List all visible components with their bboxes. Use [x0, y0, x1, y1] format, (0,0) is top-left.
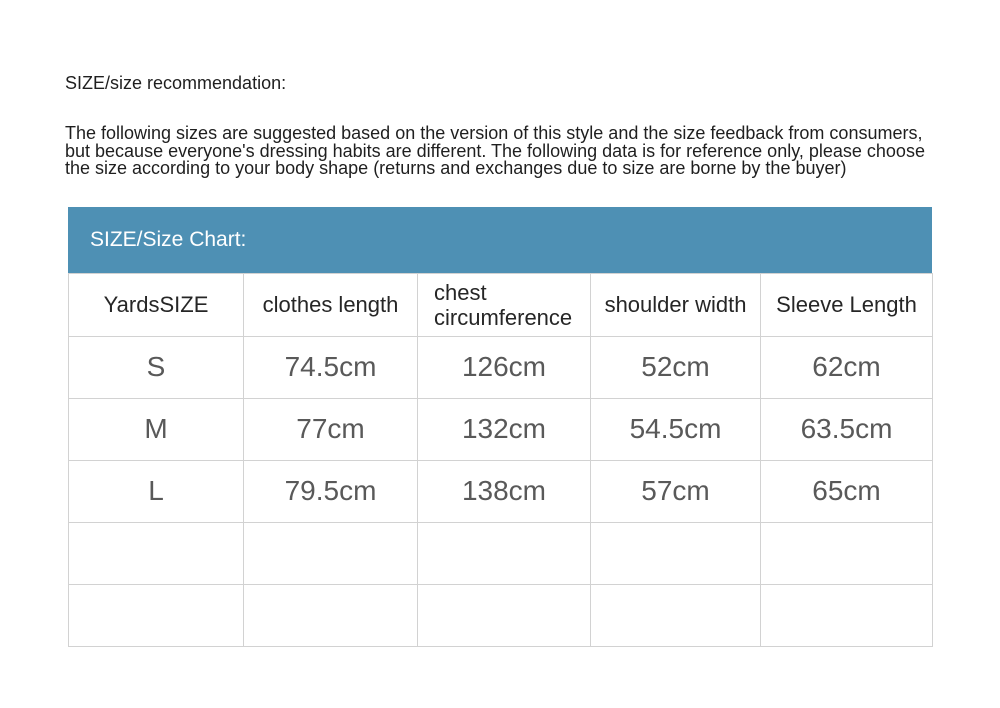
column-header-size: YardsSIZE: [69, 273, 244, 336]
empty-cell: [761, 522, 933, 584]
sleeve-cell: 65cm: [761, 460, 933, 522]
size-table-header: [69, 273, 933, 336]
table-row-empty: [69, 584, 933, 646]
empty-cell: [591, 522, 761, 584]
empty-cell: [591, 584, 761, 646]
clothes-length-cell: 74.5cm: [244, 336, 418, 398]
table-row-empty: [69, 522, 933, 584]
sleeve-cell: 63.5cm: [761, 398, 933, 460]
empty-cell: [244, 522, 418, 584]
header-row: [69, 273, 933, 336]
chest-cell: 138cm: [418, 460, 591, 522]
empty-cell: [761, 584, 933, 646]
empty-cell: [69, 584, 244, 646]
column-header-chest-circumference: chest circumference: [418, 273, 591, 336]
empty-cell: [244, 584, 418, 646]
empty-cell: [418, 584, 591, 646]
empty-cell: [418, 522, 591, 584]
column-header-sleeve-length: Sleeve Length: [761, 273, 933, 336]
table-row-l: [69, 460, 933, 522]
size-recommendation-note: The following sizes are suggested based on the version of this style and the size feedback from consumers, but because everyone's dressing habits are different. The following data is for reference only, please choose the size according to your body shape (returns and exchanges due to size are borne by the buyer): [65, 123, 925, 179]
size-chart-banner: [68, 207, 932, 273]
chest-cell: 126cm: [418, 336, 591, 398]
size-chart: [68, 207, 932, 647]
sleeve-cell: 62cm: [761, 336, 933, 398]
shoulder-cell: 57cm: [591, 460, 761, 522]
shoulder-cell: 52cm: [591, 336, 761, 398]
size-recommendation-title: SIZE/size recommendation:: [65, 73, 287, 93]
clothes-length-cell: 77cm: [244, 398, 418, 460]
chest-cell: 132cm: [418, 398, 591, 460]
clothes-length-cell: 79.5cm: [244, 460, 418, 522]
table-row-s: [69, 336, 933, 398]
column-header-shoulder-width: shoulder width: [591, 273, 761, 336]
size-chart-banner-label: SIZE/Size Chart:: [90, 227, 247, 251]
column-header-clothes-length: clothes length: [244, 273, 418, 336]
size-cell: S: [69, 336, 244, 398]
size-chart-table: [68, 273, 933, 647]
size-cell: L: [69, 460, 244, 522]
table-row-m: [69, 398, 933, 460]
size-cell: M: [69, 398, 244, 460]
size-table-body: [69, 336, 933, 646]
empty-cell: [69, 522, 244, 584]
shoulder-cell: 54.5cm: [591, 398, 761, 460]
